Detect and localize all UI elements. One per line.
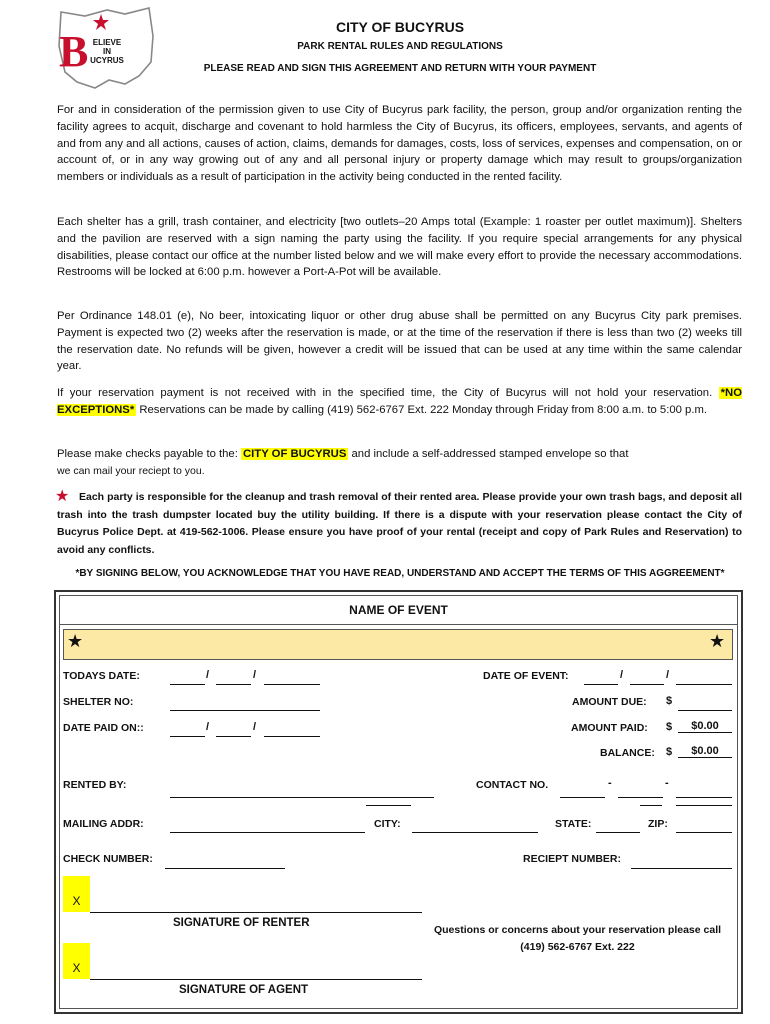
city-field[interactable]	[412, 820, 538, 833]
balance-value[interactable]: $0.00	[678, 745, 732, 758]
agent-x-box: X	[63, 943, 90, 979]
contact-area-code[interactable]	[560, 785, 605, 798]
event-date-year[interactable]	[676, 672, 732, 685]
acknowledgement: *BY SIGNING BELOW, YOU ACKNOWLEDGE THAT YOU HAVE READ, UNDERSTAND AND ACCEPT THE TERMS OF THIS AGGREEMENT*	[75, 568, 725, 579]
paragraph-ordinance: Per Ordinance 148.01 (e), No beer, intoxicating liquor or other drug abuse shall be permitted on any Bucyrus City park premises. Payment is expected two (2) weeks after the reservation is made, or at the time of the reservation if there is less than two (2) weeks till the reservation date. No refunds will be given, however a credit will be issued that can be used at any time within the same calendar year.	[57, 310, 742, 373]
contact-extra-line-2	[676, 793, 732, 806]
contact-extra-line	[640, 793, 662, 806]
renter-signature-label: SIGNATURE OF RENTER	[173, 917, 310, 929]
document-instruction: PLEASE READ AND SIGN THIS AGREEMENT AND RETURN WITH YOUR PAYMENT	[203, 63, 597, 74]
check-number-label: CHECK NUMBER:	[63, 853, 153, 865]
todays-date-year[interactable]	[264, 672, 320, 685]
shelter-no-field[interactable]	[170, 698, 320, 711]
contact-no-label: CONTACT NO.	[476, 779, 549, 791]
paragraph-shelter: Each shelter has a grill, trash container, and electricity [two outlets–20 Amps total (Example: 1 roaster per outlet maximum)]. Shelters and the pavilion are reserved with a sign naming the party using the facility. If you require special arrangements for any physical disabilities, please contact our office at the number listed below and we will make every effort to provide the necessary accommodations. Restrooms will be locked at 6:00 p.m. however a Port-A-Pot will be available.	[57, 216, 742, 279]
star-icon: ★	[55, 488, 70, 505]
state-label: STATE:	[555, 818, 592, 830]
document-subtitle: PARK RENTAL RULES AND REGULATIONS	[297, 41, 503, 52]
paragraph-checks: Please make checks payable to the: CITY OF BUCYRUS and include a self-addressed stamped envelope so that we can mail your reciept to you.	[57, 448, 629, 477]
date-paid-year[interactable]	[264, 724, 320, 737]
questions-note: Questions or concerns about your reservation please call (419) 562-6767 Ext. 222	[433, 924, 722, 953]
mailing-addr-label: MAILING ADDR:	[63, 818, 144, 830]
event-date-month[interactable]	[584, 672, 618, 685]
name-of-event-label: NAME OF EVENT	[60, 596, 737, 625]
paragraph-cleanup: Each party is responsible for the cleanup and trash removal of their rented area. Please provide your own trash bags, and deposit all trash into the trash dumpster located buy the utility building. If there is a dispute with your reservation please contact the City of Bucyrus Police Dept. at 419-562-1006. Please ensure you have proof of your rental (receipt and copy of Park Rules and Reservation) to avoid any conflicts.	[57, 491, 742, 556]
balance-label: BALANCE:	[600, 747, 655, 759]
no-exceptions-highlight: *NO EXCEPTIONS*	[57, 387, 742, 416]
shelter-no-label: SHELTER NO:	[63, 696, 134, 708]
check-number-field[interactable]	[165, 856, 285, 869]
date-paid-day[interactable]	[216, 724, 251, 737]
todays-date-day[interactable]	[216, 672, 251, 685]
rented-by-extra-line	[366, 793, 411, 806]
amount-paid-label: AMOUNT PAID:	[571, 722, 648, 734]
zip-label: ZIP:	[648, 818, 668, 830]
state-field[interactable]	[596, 820, 640, 833]
logo-text: ELIEVE IN UCYRUS	[90, 38, 124, 65]
date-paid-month[interactable]	[170, 724, 205, 737]
agent-signature-label: SIGNATURE OF AGENT	[179, 984, 309, 996]
renter-x-box: X	[63, 876, 90, 912]
logo-letter: B	[59, 27, 89, 76]
event-name-field[interactable]	[63, 629, 733, 660]
receipt-number-field[interactable]	[631, 856, 732, 869]
amount-paid-value[interactable]: $0.00	[678, 720, 732, 733]
star-icon	[93, 14, 109, 30]
document-title: CITY OF BUCYRUS	[335, 19, 465, 35]
city-of-bucyrus-highlight: CITY OF BUCYRUS	[243, 448, 347, 460]
event-date-day[interactable]	[630, 672, 664, 685]
zip-field[interactable]	[676, 820, 732, 833]
city-logo	[55, 6, 157, 90]
agent-signature-field[interactable]	[90, 967, 422, 980]
todays-date-month[interactable]	[170, 672, 205, 685]
rented-by-label: RENTED BY:	[63, 779, 127, 791]
amount-due-field[interactable]	[678, 698, 732, 711]
star-icon: ★	[67, 631, 84, 651]
star-icon: ★	[709, 631, 726, 651]
amount-due-label: AMOUNT DUE:	[572, 696, 647, 708]
paragraph-payment: If your reservation payment is not received with in the specified time, the City of Bucyrus will not hold your reservation. *NO EXCEPTIONS* Reservations can be made by calling (419) 562-6767 Ext. 222 Monday through Friday from 8:00 a.m. to 5:00 p.m.	[57, 387, 742, 416]
todays-date-label: TODAYS DATE:	[63, 670, 140, 682]
mailing-addr-field[interactable]	[170, 820, 365, 833]
date-of-event-label: DATE OF EVENT:	[483, 670, 569, 682]
receipt-number-label: RECIEPT NUMBER:	[523, 853, 622, 865]
paragraph-liability: For and in consideration of the permission given to use City of Bucyrus park facility, the person, group and/or organization renting the facility agrees to acquit, discharge and covenant to hold harmless the City of Bucyrus, its officers, employees, servants, and agents of and from any and all actions, causes of action, claims, demands for damages, costs, loss of services, expenses and compensation, on or account of, or in any way growing out of any and all personal injury or property damage which may result to groups/organization members or individuals as a result of participation in the activity being conducted in the rented facility.	[57, 104, 742, 184]
date-paid-label: DATE PAID ON::	[63, 722, 144, 734]
renter-signature-field[interactable]	[90, 900, 422, 913]
city-label: CITY:	[374, 818, 401, 830]
